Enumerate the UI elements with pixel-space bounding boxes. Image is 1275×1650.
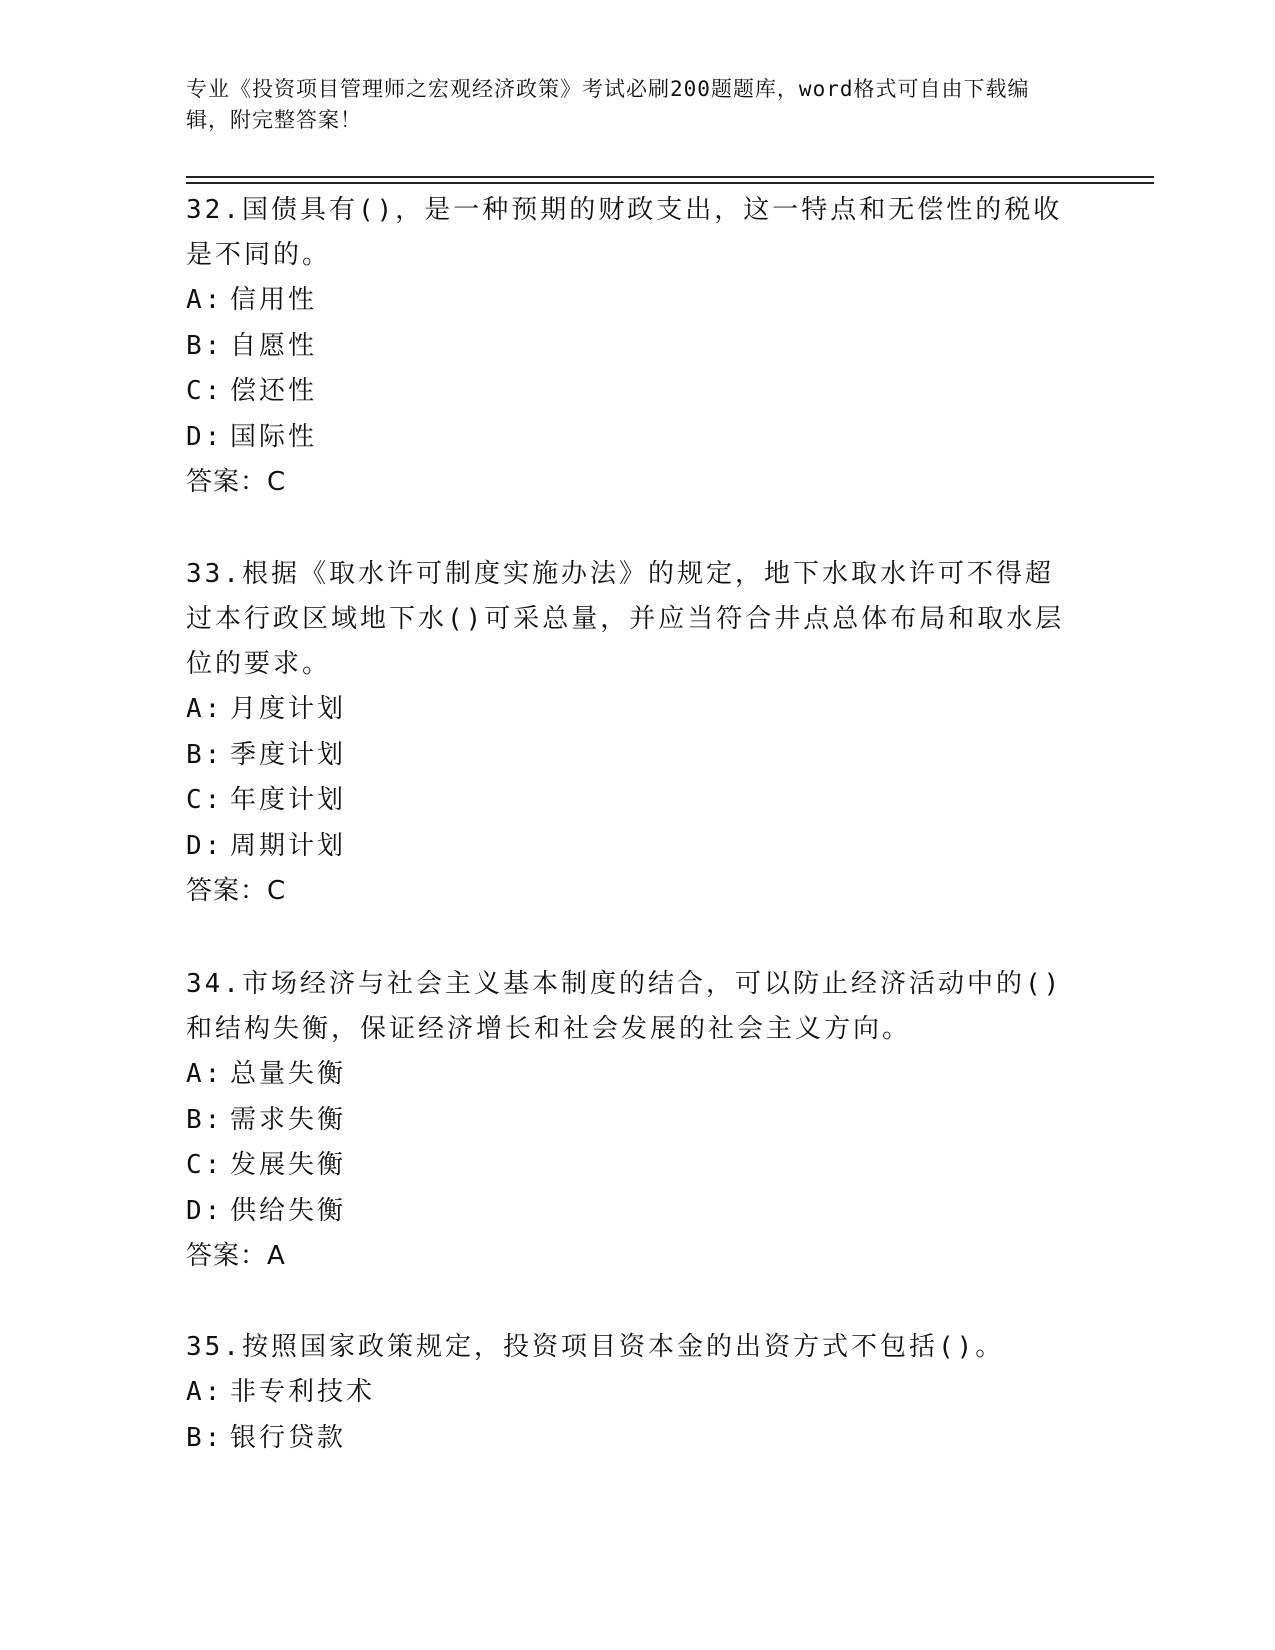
option-key: C: [186,1150,224,1180]
option-key: C: [186,785,224,815]
option-key: B: [186,330,224,361]
option-c [186,1143,1076,1189]
option-a [186,687,1076,733]
option-text: 银行贷款 [230,1422,347,1453]
option-c [186,778,1076,824]
document-header-text: 专业《投资项目管理师之宏观经济政策》考试必刷200题题库，word格式可自由下载编辑，附完整答案！ [186,77,1030,132]
option-key: D: [186,1195,224,1226]
option-key: D: [186,421,224,452]
answer-line: 答案：A [186,1241,286,1271]
question-stem: 34.市场经济与社会主义基本制度的结合，可以防止经济活动中的()和结构失衡，保证经济增长和社会发展的社会主义方向。 [186,969,1063,1044]
option-text: 国际性 [230,421,318,452]
option-a [186,1370,1076,1416]
question-stem: 32.国债具有()，是一种预期的财政支出，这一特点和无偿性的税收是不同的。 [186,195,1063,270]
question-34 [186,962,1076,1280]
option-d [186,1189,1076,1235]
option-a [186,1052,1076,1098]
answer-line: 答案：C [186,467,287,497]
option-b [186,1098,1076,1144]
option-key: D: [186,830,224,861]
option-key: B: [186,1422,224,1453]
option-key: B: [186,739,224,770]
option-text: 信用性 [230,285,318,315]
header-rule-bottom [186,182,1154,184]
option-text: 总量失衡 [230,1059,347,1089]
question-33 [186,552,1076,915]
option-c [186,369,1076,415]
option-text: 季度计划 [230,739,347,770]
option-text: 需求失衡 [230,1104,347,1135]
option-text: 发展失衡 [230,1150,347,1180]
option-text: 月度计划 [230,694,347,724]
option-text: 非专利技术 [230,1377,376,1407]
option-b [186,733,1076,779]
option-d [186,824,1076,870]
question-stem: 33.根据《取水许可制度实施办法》的规定，地下水取水许可不得超过本行政区域地下水()可采总量，并应当符合井点总体布局和取水层位的要求。 [186,559,1065,679]
option-key: C: [186,376,224,406]
question-35 [186,1325,1076,1461]
option-text: 偿还性 [230,376,318,406]
option-text: 年度计划 [230,785,347,815]
answer-line: 答案：C [186,876,287,906]
option-text: 自愿性 [230,330,318,361]
header-rule-top [186,176,1154,178]
option-d [186,415,1076,461]
option-b [186,1416,1076,1462]
option-key: A: [186,285,224,315]
option-key: B: [186,1104,224,1135]
option-text: 供给失衡 [230,1195,347,1226]
option-key: A: [186,1377,224,1407]
option-key: A: [186,694,224,724]
option-b [186,324,1076,370]
option-key: A: [186,1059,224,1089]
option-a [186,278,1076,324]
option-text: 周期计划 [230,830,347,861]
question-stem: 35.按照国家政策规定，投资项目资本金的出资方式不包括()。 [186,1332,1005,1362]
question-32 [186,188,1076,506]
